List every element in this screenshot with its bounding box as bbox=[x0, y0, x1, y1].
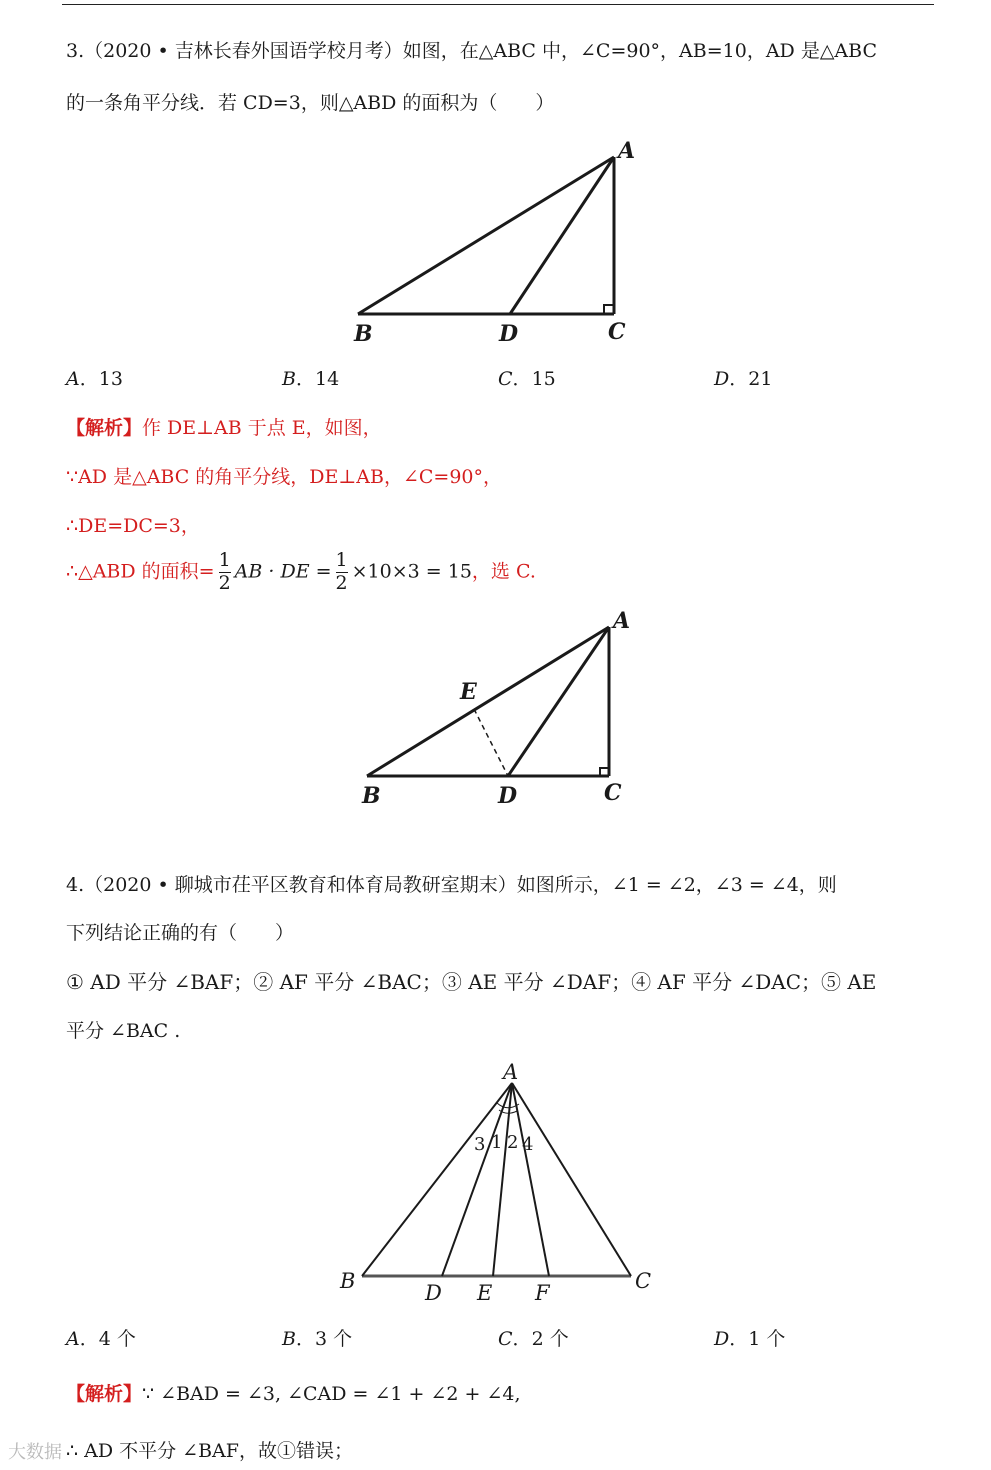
fraction-half: $\frac{1}{2}$ bbox=[218, 549, 231, 594]
fraction-half-2: $\frac{1}{2}$ bbox=[335, 549, 348, 594]
q4-option-c[interactable]: C．2 个 bbox=[498, 1328, 569, 1350]
fig1-label-C: C bbox=[608, 319, 626, 345]
top-rule bbox=[62, 4, 934, 5]
fig3-label-C: C bbox=[635, 1269, 652, 1293]
angle-label-3: 3 bbox=[474, 1134, 486, 1155]
fig2-label-B: B bbox=[362, 783, 381, 809]
q3-analysis-line4: ∴△ABD 的面积= $\frac{1}{2}$ AB · DE = $\frac{1}{2}$ ×10×3 = 15，选 C. bbox=[66, 549, 536, 594]
fig1-label-A: A bbox=[618, 138, 636, 164]
q4-statements-line1: ① AD 平分 ∠BAF；② AF 平分 ∠BAC；③ AE 平分 ∠DAF；④ AF 平分 ∠DAC；⑤ AE bbox=[66, 970, 877, 994]
q3-analysis-line1: 【解析】作 DE⊥AB 于点 E，如图， bbox=[66, 417, 382, 439]
angle-label-2: 2 bbox=[507, 1132, 519, 1153]
fig3-label-D: D bbox=[425, 1281, 442, 1305]
q3-stem-line1: 3.（2020 • 吉林长春外国语学校月考）如图，在△ABC 中，∠C=90°，AB=10，AD 是△ABC bbox=[66, 40, 878, 62]
q4-stem-line2: 下列结论正确的有（ ） bbox=[66, 922, 295, 944]
q3-option-d[interactable]: D．21 bbox=[714, 368, 773, 390]
q4-option-d[interactable]: D．1 个 bbox=[714, 1328, 786, 1350]
fig3-label-E: E bbox=[477, 1281, 493, 1305]
fig2-label-D: D bbox=[498, 783, 518, 809]
q3-option-c[interactable]: C．15 bbox=[498, 368, 556, 390]
q3-stem-line2: 的一条角平分线．若 CD=3，则△ABD 的面积为（ ） bbox=[66, 92, 555, 114]
fig3-label-A: A bbox=[503, 1060, 519, 1084]
q3-analysis-line3: ∴DE=DC=3， bbox=[66, 515, 200, 537]
fig3-label-B: B bbox=[340, 1269, 356, 1293]
q4-stem-line1: 4.（2020 • 聊城市茌平区教育和体育局教研室期末）如图所示，∠1 = ∠2，∠3 = ∠4，则 bbox=[66, 874, 837, 896]
fig1-label-B: B bbox=[354, 321, 373, 347]
analysis-tag-2: 【解析】 bbox=[66, 1383, 143, 1405]
fig2-label-C: C bbox=[604, 780, 622, 806]
q4-option-a[interactable]: A．4 个 bbox=[66, 1328, 136, 1350]
fig3-label-F: F bbox=[535, 1281, 550, 1305]
q4-statements-line2: 平分 ∠BAC . bbox=[66, 1020, 181, 1042]
q4-analysis-line1: 【解析】∵ ∠BAD = ∠3, ∠CAD = ∠1 + ∠2 + ∠4, bbox=[66, 1383, 521, 1405]
fig2-label-A: A bbox=[613, 608, 631, 634]
fig2-label-E: E bbox=[460, 679, 477, 705]
angle-label-4: 4 bbox=[522, 1134, 534, 1155]
q4-option-b[interactable]: B．3 个 bbox=[282, 1328, 353, 1350]
fig1-label-D: D bbox=[499, 321, 519, 347]
analysis-tag: 【解析】 bbox=[66, 417, 143, 439]
q3-option-b[interactable]: B．14 bbox=[282, 368, 340, 390]
q3-analysis-line2: ∵AD 是△ABC 的角平分线，DE⊥AB，∠C=90°， bbox=[66, 466, 503, 488]
q4-analysis-line2: ∴ AD 不平分 ∠BAF，故①错误； bbox=[66, 1440, 353, 1462]
angle-label-1: 1 bbox=[491, 1132, 503, 1153]
q3-option-a[interactable]: A．13 bbox=[66, 368, 123, 390]
watermark: 大数据 bbox=[8, 1442, 62, 1463]
